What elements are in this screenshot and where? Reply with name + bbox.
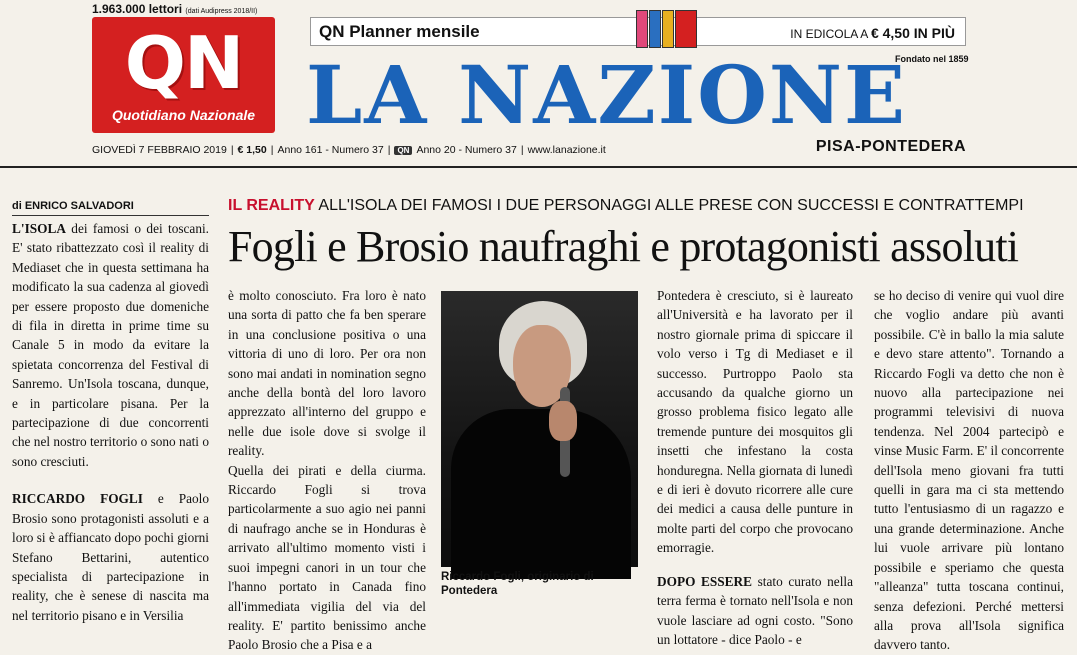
website-link[interactable]: www.lanazione.it xyxy=(527,144,606,156)
planner-promo-banner[interactable] xyxy=(310,17,966,46)
masthead-divider xyxy=(0,166,1077,168)
qn-mini-logo: QN xyxy=(394,146,412,155)
paragraph-text: e Paolo Brosio sono protagonisti assoluti e a loro si è affiancato dopo pochi giorni Stefano Bettarini, autentico specialista di partecipazione in reality, che è senese di nascita ma nel territorio pisano e in Versilia xyxy=(12,491,210,623)
paragraph: Quella dei pirati e della ciurma. Riccardo Fogli si trova particolarmente a suo agio nei panni di naufrago anche se in Honduras è arrivato all'ultimo momento visti i suoi impegni canori in un tour che l'hanno portato in Canada fino all'immediata vigilia del via del reality. E' partito benissimo anche Paolo Brosio che a Pisa e a xyxy=(228,462,426,653)
photo-caption: Riccardo Fogli, originario di Pontedera xyxy=(441,571,594,597)
issue-price: € 1,50 xyxy=(237,144,267,156)
paragraph-text: stato curato nella terra ferma è tornato nell'Isola e non vuole lasciare ad ogni costo. "Sono un lottatore - dice Paolo - e xyxy=(657,573,853,647)
kicker-tag: IL REALITY xyxy=(228,197,315,214)
separator: | xyxy=(270,144,274,156)
article-headline: Fogli e Brosio naufraghi e protagonisti assoluti xyxy=(228,222,1019,271)
article-kicker xyxy=(228,197,1024,215)
planner-price-prefix: IN EDICOLA A xyxy=(790,27,868,41)
paragraph: Pontedera è cresciuto, si è laureato all'Università e ha lavorato per il nostro giornale prima di spiccare il volo verso i Tg di Mediaset e il successo. Purtroppo Paolo sta accusando da qualche giorno un grosso problema fisico legato alle tremende punture dei mosquitos gli insetti che infestano la costa honduregna. Nella giornata di lunedì e di ieri è dovuto ricorrere alle cure dei medici a causa delle punture in molte parti del corpo che provocano emorragie. xyxy=(657,288,853,556)
book-icon xyxy=(636,10,648,48)
readers-source: (dati Audipress 2018/II) xyxy=(185,8,258,15)
qn-logo[interactable] xyxy=(92,17,275,133)
planner-books-icon xyxy=(636,10,696,50)
article-column-2 xyxy=(228,286,426,653)
qn-logo-subtitle: Quotidiano Nazionale xyxy=(111,107,256,123)
article-column-3 xyxy=(657,286,853,647)
edition-name: PISA-PONTEDERA xyxy=(815,138,966,155)
newspaper-title[interactable]: LA NAZIONE xyxy=(306,48,907,142)
paragraph: è molto conosciuto. Fra loro è nato una sorta di patto che fa ben sperare in una conclusione positiva o una vittoria di uno di loro. Per ora non sono mai andati in nomination segno anche della bontà del loro lavoro apprezzato all'interno del gruppo e nelle due isole dove si svolge il reality. xyxy=(228,288,426,459)
kicker-text: ALL'ISOLA DEI FAMOSI I DUE PERSONAGGI ALLE PRESE CON SUCCESSI E CONTRATTEMPI xyxy=(318,197,1024,214)
article-column-1 xyxy=(12,219,210,623)
qn-issue-number: Anno 20 - Numero 37 xyxy=(416,144,517,156)
planner-price xyxy=(790,25,955,41)
book-icon xyxy=(675,10,697,48)
paragraph xyxy=(12,219,209,471)
lead-in: L'ISOLA xyxy=(12,221,66,236)
book-icon xyxy=(662,10,674,48)
separator: | xyxy=(230,144,234,156)
paragraph-text: dei famosi o dei toscani. E' stato ribattezzato così il reality di Mediaset che in questa settimana ha modificato la sua cadenza al giovedì per essere proposto due domeniche di fila in diretta in prime time su Canale 5 in modo da evitare la spietata concorrenza del Festival di Sanremo. Un'Isola toscana, dunque, e in particolare pisana. Per la partecipazione di due concorrenti che nel nostro territorio o sono nati o sono cresciuti. xyxy=(12,221,209,469)
lead-in: DOPO ESSERE xyxy=(657,573,753,589)
paragraph: se ho deciso di venire qui vuol dire che voglio andare più avanti possibile. C'è in ballo la mia salute e devo stare attento". Tornando a Riccardo Fogli va detto che non è nuovo alla partecipazione nei programmi televisivi di nuova tendenza. Nel 2004 partecipò e vinse Music Farm. E' il concorrente dell'Isola meno giovani fra tutti quelli in gara ma ci sta mettendo tutto l'entusiasmo di un ragazzo e una grande determinazione. Anche lui vuole arrivare più lontano possibile e speriamo che questa "alleanza" tutta toscana continui, senza defezioni. Perché mettersi alla prova all'Isola significa davvero tanto. xyxy=(874,288,1064,653)
article-byline: di ENRICO SALVADORI xyxy=(12,200,209,216)
lead-in: RICCARDO FOGLI xyxy=(12,491,143,507)
paragraph xyxy=(12,489,209,625)
readers-number: 1.963.000 lettori xyxy=(92,2,183,16)
book-icon xyxy=(649,10,661,48)
photo-body xyxy=(451,409,631,579)
photo-hand xyxy=(549,401,577,441)
planner-price-value: € 4,50 IN PIÙ xyxy=(870,25,955,41)
issue-number: Anno 161 - Numero 37 xyxy=(277,144,384,156)
separator: | xyxy=(520,144,524,156)
qn-logo-letters: QN xyxy=(124,21,243,105)
issue-date: GIOVEDÌ 7 FEBBRAIO 2019 xyxy=(92,144,227,156)
readers-count xyxy=(92,2,257,16)
dateline xyxy=(92,144,606,156)
planner-title: QN Planner mensile xyxy=(319,22,480,41)
article-photo[interactable] xyxy=(441,291,638,567)
separator: | xyxy=(387,144,391,156)
founded-date: Fondato nel 1859 xyxy=(895,54,969,64)
paragraph xyxy=(657,572,853,650)
article-column-4 xyxy=(874,286,1064,653)
